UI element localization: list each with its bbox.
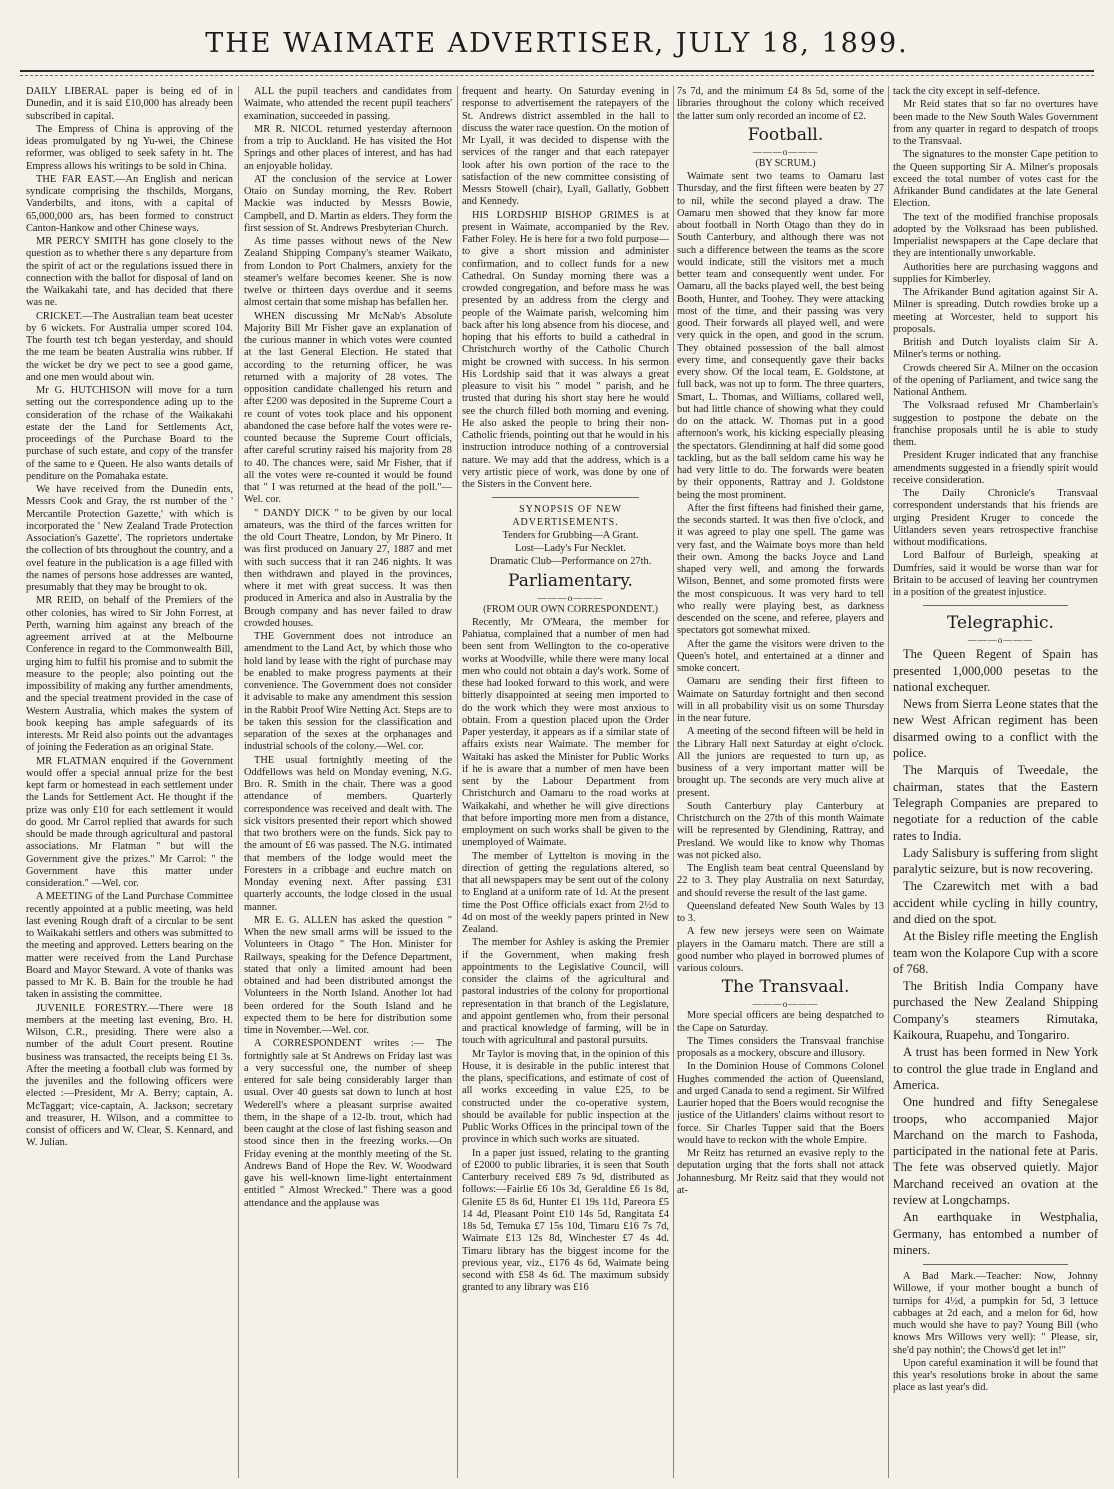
paragraph: Oamaru are sending their first fifteen to Waimate on Saturday fortnight and then second will in all probability visit us on some Thursday in the near future.: [677, 676, 884, 724]
paragraph: " DANDY DICK " to be given by our local amateurs, was the third of the farces written for the old Court Theatre, London, by Mr Pinero. It was first produced on January 27, 1887 and met with such success that it ran 246 nights. It was then withdrawn and played in the provinces, where it met with great success. It was then produced in America and also in Australia by the Brough company and has never failed to draw crowded houses.: [244, 507, 452, 629]
paragraph: tack the city except in self-defence.: [893, 86, 1041, 97]
paragraph: British and Dutch loyalists claim Sir A. Milner's terms or nothing.: [893, 337, 1098, 361]
paragraph: Upon careful examination it will be found that this year's resolutions broke in about the same place as last year's did.: [893, 1357, 1098, 1394]
byline: (BY SCRUM.): [755, 157, 816, 169]
paragraph: We have received from the Dunedin ents, Messrs Cook and Gray, the rst number of the ' Mercantile Protection Gazette,' with which is incorporated the ' New Zealand Trade Protection Association's Gazette'. The roprietors undertake the collection of bts throughout the country, and a ovel feature in the publication is a age filled with the names of persons hose addresses are wanted, presumably that they may be brought to ok.: [26, 484, 233, 593]
paragraph: Mr Reitz has returned an evasive reply to the deputation urging that the forts shall not attack Johannesburg. Mr Reitz said that they would not at-: [677, 1148, 884, 1196]
paragraph: A MEETING of the Land Purchase Committee recently appointed at a public meeting, was held last evening Rough draft of a circular to be sent to Waikakahi settlers and others was submitted to the meeting and approved. Letters bearing on the matter were received from the Land Purchase Board and Mayor Steward. A vote of thanks was passed to Mr K. B. Bain for the trouble he had taken in assisting the committee.: [26, 891, 233, 1001]
column-1: [26, 86, 233, 1478]
telegram: One hundred and fifty Senegalese troops, who accompanied Major Marchand on the march to Fashoda, participated in the national fete at Paris. The fete was observed quietly. Major Marchand received an ovation at the review at Longchamps.: [893, 1095, 1098, 1208]
paragraph: DAILY LIBERAL paper is being ed of in Dunedin, and it is said £10,000 has already been subscribed in capital.: [26, 86, 233, 122]
paragraph: After the first fifteens had finished their game, the seconds started. It was then five o'clock, and it was agreed to play one spell. The game was very fast, and the Waimate boys more than held their own. Among the backs Joyce and Land shaped very well, and among the forwards Wilson, Bennet, and some promoted firsts were the most conspicuous. It was very hard to tell who really were playing best, as darkness descended on the scene, and referee, players and spectators got somewhat mixed.: [677, 502, 884, 637]
section-divider: ———o———: [752, 146, 819, 157]
paragraph: As time passes without news of the New Zealand Shipping Company's steamer Waikato, from London to Port Chalmers, anxiety for the steamer's welfare becomes keener. She is now twelve or thirteen days overdue and it seems almost certain that some mishap has befallen her.: [244, 236, 452, 309]
paragraph: MR PERCY SMITH has gone closely to the question as to whether there s any departure from the spirit of act or the regulations issued there in connection with the ballot for disposal of land on the Waikakahi tate, and has decided that there was ne.: [26, 236, 233, 309]
synopsis-item: Lost—Lady's Fur Necklet.: [515, 543, 626, 554]
paragraph: THE Government does not introduce an amendment to the Land Act, by which those who hold land by lease with the right of purchase may be enabled to make progress payments at their convenience. The Government does not consider it advisable to make any amendment this session in the Rabbit Proof Wire Netting Act. Steps are to be taken this session for the classification and separation of the sexes at the orphanages and industrial schools of the colony.—Wel. cor.: [244, 631, 452, 753]
synopsis-item: Dramatic Club—Performance on 27th.: [489, 556, 652, 568]
column-divider: [673, 86, 674, 1478]
paragraph: The Times considers the Transvaal franchise proposals as a mockery, obscure and illusory.: [677, 1035, 884, 1059]
section-rule: [923, 605, 1068, 606]
paragraph: A few new jerseys were seen on Waimate players in the Oamaru match. There are still a good number who played in borrowed plumes of various colours.: [677, 926, 884, 974]
paragraph: The text of the modified franchise proposals adopted by the Volksraad has been published. Imperialist newspapers at the Cape declare that they are intentionally unworkable.: [893, 211, 1098, 260]
masthead: THE WAIMATE ADVERTISER, JULY 18, 1899.: [205, 28, 909, 59]
section-title-transvaal: The Transvaal.: [721, 977, 850, 998]
paragraph: The Volksraad refused Mr Chamberlain's suggestion to postpone the debate on the franchise proposals until he is able to study them.: [893, 400, 1098, 448]
paragraph: Authorities here are purchasing waggons and supplies for Kimberley.: [893, 261, 1098, 285]
paragraph: The English team beat central Queensland by 22 to 3. They play Australia on next Saturday, and should reverse the result of the last game.: [677, 863, 884, 899]
paragraph: After the game the visitors were driven to the Queen's hotel, and entertained at a dinner and smoke concert.: [677, 638, 884, 674]
paragraph: More special officers are being despatched to the Cape on Saturday.: [677, 1010, 884, 1034]
paragraph: MR E. G. ALLEN has asked the question " When the new small arms will be issued to the Volunteers in Otago " The Hon. Minister for Railways, speaking for the Defence Department, stated that only a limited amount had been obtained and had been distributed amongst the Volunteers in the North Island. Another lot had been ordered for the South Island and he expected them to be here for distribution some time in November.—Wel. cor.: [244, 914, 452, 1036]
paragraph: Waimate sent two teams to Oamaru last Thursday, and the first fifteen were beaten by 27 to nil, while the second played a draw. The Oamaru men showed that they know far more about football in North Otago than they do in South Canterbury, and although there was not such a difference between the teams as the score would indicate, still the visitors met a much better team and consequently went under. For Oamaru, all the backs played well, the best being Booth, Hunter, and Toohey. They were attacking most of the time, and their passing was very good. Their forwards all played well, and were very quick in the open, and good in the scrum. They obtained possession of the ball almost every time, and consequently gave their backs every show. Of the local team, E. Goldstone, at full back, was not up to form. The three quarters, Smart, L. Thomas, and Williams, collared well, but had little chance of showing what they could do on the attack. W. Thomas put in a good afternoon's work, his kicking especially pleasing the spectators. Glendinning at half did some good tackling, but as the ball seldom came his way he had very little to do. The forwards were beaten by their opponents, Rattray and J. Goldstone being the most prominent.: [677, 171, 884, 501]
paragraph: HIS LORDSHIP BISHOP GRIMES is at present in Waimate, accompanied by the Rev. Father Foley. He is here for a two fold purpose—to give a short mission and administer confirmation, and to collect funds for a new Cathedral. On Sunday morning there was a crowded congregation, and before mass he was presented by an address from the clergy and people of the Waimate parish, welcoming him back after his long absence from his diocese, and hoping that his efforts to build a cathedral in Christchurch worthy of the Catholic Church might be crowned with success. In his sermon His Lordship said that it was always a great pleasure to visit his " model " parish, and he trusted that during his short stay here he would see the church filled both morning and evening. He also asked the people to bring their non-Catholic friends, pointing out that he would in his instruction introduce nothing of a controversial nature. We may add that the address, which is a very artistic piece of work, was done by one of the Sisters in the Convent here.: [462, 209, 669, 490]
section-rule: [492, 497, 639, 498]
telegram: The Queen Regent of Spain has presented 1,000,000 pesetas to the national exchequer.: [893, 647, 1098, 694]
paragraph: THE FAR EAST.—An English and nerican syndicate comprising the thschilds, Morgans, Vanderbilts, and itons, with a capital of 65,000,000 ars, has been formed to construct Canton-Hankow and other Chinese ways.: [26, 173, 233, 234]
paragraph: The member of Lyttelton is moving in the direction of getting the regulations altered, so that all newspapers may be sent out of the colony to England at a uniform rate of 1d. At the present time the Post Office officials exact from 2½d to 4d on most of the weekly papers printed in New Zealand.: [462, 850, 669, 935]
telegram: An earthquake in Westphalia, Germany, has entombed a number of miners.: [893, 1210, 1098, 1257]
paragraph: Crowds cheered Sir A. Milner on the occasion of the opening of Parliament, and twice sang the National Anthem.: [893, 362, 1098, 398]
column-4: [677, 86, 884, 1478]
paragraph: CRICKET.—The Australian team beat ucester by 6 wickets. For Australia umper scored 104. The fourth test tch began yesterday, and should the me team be beaten Australia wins rubber. If the wicket be dry we pect to see a good game, and one men would about win.: [26, 310, 233, 383]
section-rule: [923, 1264, 1068, 1265]
column-5: [893, 86, 1098, 1478]
masthead-rule: [20, 70, 1094, 72]
paragraph: The Empress of China is approving of the ideas promulgated by ng Yu-wei, the Chinese reformer, was obliged to seek safety in ht. The Empress allows his writings to be sold in China.: [26, 123, 233, 172]
telegram: The British India Company have purchased the New Zealand Shipping Company's steamers Rimutaka, Kaikoura, Ruapehu, and Tongariro.: [893, 979, 1098, 1043]
paragraph: MR R. NICOL returned yesterday afternoon from a trip to Auckland. He has visited the Hot Springs and other places of interest, and has had an enjoyable holiday.: [244, 123, 452, 172]
telegram: News from Sierra Leone states that the new West African regiment has been disarmed owing to a conflict with the police.: [893, 697, 1098, 761]
paragraph: 7s 7d, and the minimum £4 8s 5d, some of the libraries throughout the colony which received the latter sum only recorded an income of £2.: [677, 86, 884, 122]
paragraph: Recently, Mr O'Meara, the member for Pahiatua, complained that a number of men had been sent from Wellington to the co-operative works at Woodville, while there were many local men who could not obtain a day's work. Some of these had looked forward to this work, and were bitterly disappointed at seeing men imported to do the work which they were most anxious to obtain. From a question placed upon the Order Paper yesterday, it appears as if a similar state of affairs exists near Waimate. The member for Waitaki has asked the Minister for Public Works if he is aware that a number of men have been sent by the Labour Department from Christchurch and Oamaru to the road works at Waikakahi, and whether he will give directions that before importing more men from a distance, employment on such works shall be given to the unemployed of Waimate.: [462, 616, 669, 849]
paragraph: MR FLATMAN enquired if the Government would offer a special annual prize for the best kept farm or homestead in each settlement under the Lands for Settlement Act. He thought if the prize was only £10 for each settlement it would do good. Mr Carrol replied that awards for such should be made through agricultural and pastoral associations. Mr Flatman " but will the Government give the prizes." Mr Carrol: " the Government have this matter under consideration." —Wel. cor.: [26, 755, 233, 889]
paragraph: The signatures to the monster Cape petition to the Queen supporting Sir A. Milner's proposals exceed the total number of votes cast for the Afrikander Bund candidates at the late General Election.: [893, 149, 1098, 210]
paragraph: The Daily Chronicle's Transvaal correspondent understands that his friends are urging President Kruger to concede the Uitlanders seven years retrospective franchise without modifications.: [893, 488, 1098, 548]
masthead-dotted-rule: [20, 75, 1094, 76]
paragraph: South Canterbury play Canterbury at Christchurch on the 27th of this month Waimate will be represented by Glendining, Rattray, and Presland. We would like to know why Thomas was not picked also.: [677, 800, 884, 861]
paragraph: A CORRESPONDENT writes :— The fortnightly sale at St Andrews on Friday last was a very successful one, the number of sheep entered for sale being considerably larger than usual. Over 40 guests sat down to lunch at host Wederell's where a pleasant surprise awaited them, in the shape of a 12-lb. trout, which had been caught at the close of last fishing season and stood since then in the freezing works.—On Friday evening at the monthly meeting of the St. Andrews Band of Hope the Rev. W. Woodward gave his well-known lime-light entertainment entitled " Almost Wrecked." There was a good attendance and the applause was: [244, 1038, 452, 1209]
paragraph: MR REID, on behalf of the Premiers of the other colonies, has wired to Sir John Forrest, at Perth, warning him against any breach of the agreement arrived at at the Melbourne Conference in regard to the Commonwealth Bill, urging him to fulfil his promise and to submit the measure to the people; also pointing out the impossibility of making any further amendments, and the special treatment provided in the case of Western Australia, which makes the system of book keeping has ample safeguards of its interests. Mr Reid also points out the advantages of joining the Federation as an original State.: [26, 595, 233, 754]
paragraph: ALL the pupil teachers and candidates from Waimate, who attended the recent pupil teachers' examination, succeeded in passing.: [244, 86, 452, 122]
column-divider: [888, 86, 889, 1478]
paragraph: Mr Reid states that so far no overtures have been made to the New South Wales Government from any quarter in regard to despatch of troops to the Transvaal.: [893, 99, 1098, 147]
paragraph: The Afrikander Bund agitation against Sir A. Milner is spreading. Dutch rowdies broke up a meeting at Worcester, held to support his proposals.: [893, 287, 1098, 335]
column-divider: [238, 86, 239, 1478]
synopsis-item: Tenders for Grubbing—A Grant.: [502, 529, 639, 541]
section-divider: ———o———: [967, 635, 1034, 646]
byline: (FROM OUR OWN CORRESPONDENT.): [483, 603, 658, 615]
telegram: At the Bisley rifle meeting the English team won the Kolapore Cup with a score of 768.: [893, 929, 1098, 976]
paragraph: AT the conclusion of the service at Lower Otaio on Sunday morning, the Rev. Robert Mackie was inducted by Messrs Bowie, Campbell, and D. Martin as elders. They form the first session of St. Andrews Presbyterian Church.: [244, 173, 452, 234]
paragraph: Lord Balfour of Burleigh, speaking at Dumfries, said it would be worse than war for Britain to be accused of leaving her countrymen in a position of the greatest injustice.: [893, 550, 1098, 598]
paragraph: In a paper just issued, relating to the granting of £2000 to public libraries, it is seen that South Canterbury received £89 7s 9d, distributed as follows:—Fairlie £6 10s 3d, Geraldine £6 1s 8d, Glenite £5 8s 6d, Hunter £1 19s 11d, Pareora £5 14 4d, Pleasant Point £10 14s 5d, Rangitata £4 18s 5d, Temuka £7 15s 10d, Timaru £16 7s 7d, Waimate £13 12s 8d, Winchester £7 4s 4d. Timaru library has the biggest income for the previous year, viz., £176 4s 6d, Waimate being second with £58 4s 6d. The maximum subsidy granted to any library was £16: [462, 1147, 669, 1294]
paragraph: A Bad Mark.—Teacher: Now, Johnny Willowe, if your mother bought a bunch of turnips for 4½d, a pumpkin for 5d, 3 lettuce cabbages at 2d each, and a melon for 6d, how much would she have to pay? Young Bill (who knows Mrs Willows very well): " Please, sir, she'd pay nothin'; the Chows'd get let in!": [893, 1271, 1098, 1356]
section-title-telegraphic: Telegraphic.: [947, 613, 1054, 634]
paragraph: In the Dominion House of Commons Colonel Hughes commended the action of Queensland, and urged Canada to send a regiment. Sir Wilfred Laurier hoped that the Boers would recognise the justice of the Uitlanders' claims without resort to force. Sir Charles Tupper said that the Boers would have to reckon with the whole Empire.: [677, 1061, 884, 1146]
paragraph: Mr G. HUTCHISON will move for a turn setting out the correspondence ading up to the consideration of the rchase of the Waikakahi estate der the Land for Settlements Act, proceedings of the Purchase Board to the purchase of such estate, and copy of the transfer of the same to e Queen. He also wants details of penditure on the Pomahaka estate.: [26, 385, 233, 482]
telegram: The Marquis of Tweedale, the chairman, states that the Eastern Telegraph Companies are prepared to negotiate for a reduction of the cable rates to India.: [893, 763, 1098, 843]
paragraph: THE usual fortnightly meeting of the Oddfellows was held on Monday evening, N.G. Bro. R. Smith in the chair. There was a good attendance of members. Quarterly correspondence was received and dealt with. The sick visitors presented their report which showed that two brothers were on the funds. Sick pay to the amount of £6 was passed. The N.G. intimated that members of the lodge would meet the Foresters in a cribbage and euchre match on Monday evening next. After passing £31 quarterly accounts, the lodge closed in the usual manner.: [244, 754, 452, 913]
paragraph: Mr Taylor is moving that, in the opinion of this House, it is desirable in the public interest that the plans, specifications, and estimate of cost of all works exceeding in value £25, to be constructed under the co-operative system, should be available for public inspection at the Public Works Offices in the principal town of the province in which such works are situated.: [462, 1048, 669, 1146]
paragraph: WHEN discussing Mr McNab's Absolute Majority Bill Mr Fisher gave an explanation of the curious manner in which votes were counted at the last General Election. He stated that according to the returning officer, he was returned with a majority of 28 votes. The opposition candidate challenged his return and after £200 was deposited in the Supreme Court a re count of votes took place and his opponent abandoned the case before half the votes were re-counted because the Supreme Court officials, after careful scrutiny raised his majority from 28 to 40. The chances were, said Mr Fisher, that if all the votes were re-counted it would be found that " I was returned at the head of the poll."—Wel. cor.: [244, 310, 452, 506]
column-3: [462, 86, 669, 1478]
section-title-football: Football.: [747, 124, 824, 145]
paragraph: A meeting of the second fifteen will be held in the Library Hall next Saturday at eight o'clock. All the juniors are requested to turn up, as business of a very important matter will be brought up. The seconds are very much alive at present.: [677, 726, 884, 799]
synopsis-heading: SYNOPSIS OF NEW ADVERTISEMENTS.: [512, 504, 622, 528]
paragraph: President Kruger indicated that any franchise amendments suggested in a friendly spirit would receive consideration.: [893, 450, 1098, 486]
section-divider: ———o———: [752, 999, 819, 1010]
paragraph: JUVENILE FORESTRY.—There were 18 members at the meeting last evening, Bro. H. Wilson, C.R., presiding. There were also a number of the adult Court present. Routine business was transacted, the receipts being £1 3s. After the meeting a football club was formed by the juveniles and the following officers were elected :—President, Mr A. Berry; captain, A. McTaggart; vice-captain, A. Jackson; secretary and treasurer, H. Wilson, and a committee to consist of officers and W. Clear, S. Kennard, and W. Julian.: [26, 1002, 233, 1149]
paragraph: The member for Ashley is asking the Premier if the Government, when making fresh appointments to the Legislative Council, will consider the claims of the agricultural and pastoral industries of the colony for proportional representation in that branch of the Legislature, and appoint gentlemen who, from their personal and practical knowledge of farming, will be in touch with agricultural and pastoral pursuits.: [462, 937, 669, 1047]
telegram: A trust has been formed in New York to control the glue trade in England and America.: [893, 1045, 1098, 1092]
telegram: Lady Salisbury is suffering from slight paralytic seizure, but is now recovering.: [893, 845, 1098, 877]
column-divider: [457, 86, 458, 1478]
column-2: [244, 86, 452, 1478]
section-divider: ———o———: [537, 592, 604, 603]
telegraphic-block: [893, 646, 1098, 1258]
paragraph: frequent and hearty. On Saturday evening in response to advertisement the ratepayers of the St. Andrews district assembled in the hall to discuss the water race question. On the motion of Mr Lyall, it was decided to dispense with the services of the ranger and that each ratepayer look after his own portion of the race to the satisfaction of the new committee consisting of Messrs Stowell (chair), Lyall, Gallatly, Gobbett and Kennedy.: [462, 86, 669, 208]
telegram: The Czarewitch met with a bad accident while cycling in hilly country, and died on the spot.: [893, 879, 1098, 926]
section-title-parliamentary: Parliamentary.: [508, 570, 633, 591]
paragraph: Queensland defeated New South Wales by 13 to 3.: [677, 900, 884, 924]
